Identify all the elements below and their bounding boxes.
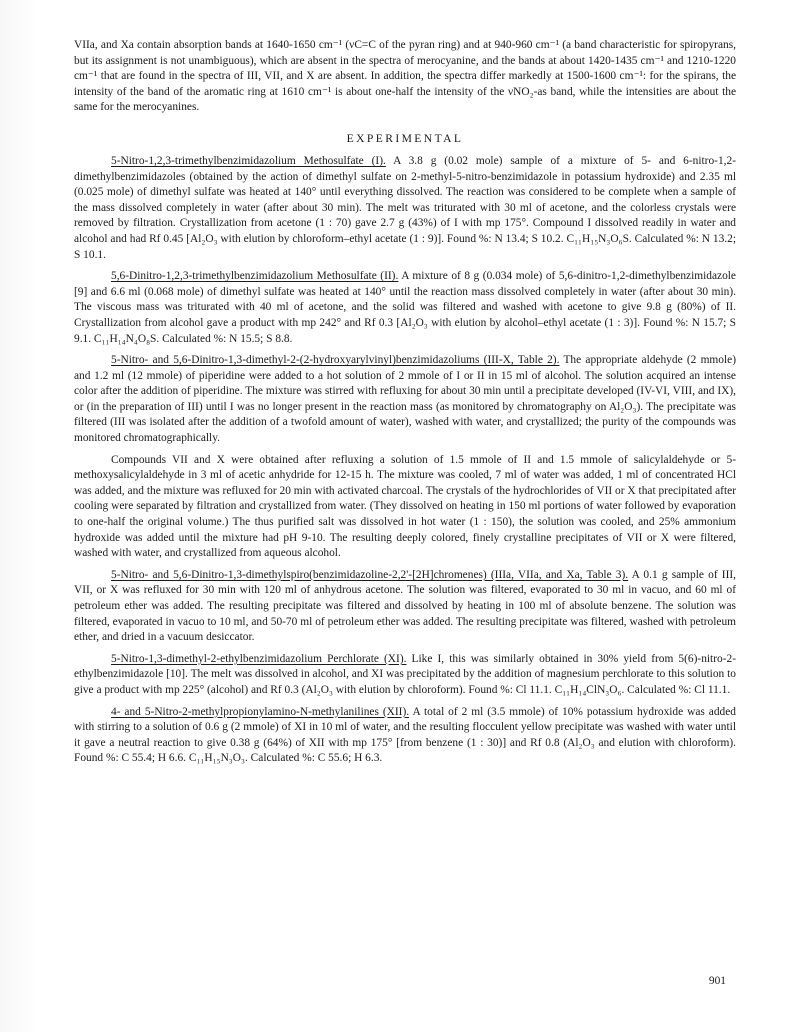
- section-compound-xi: [74, 652, 736, 699]
- section-compounds-vii-x: [74, 453, 736, 562]
- section-spiro-compounds: [74, 568, 736, 646]
- section-body: A mixture of 8 g (0.034 mole) of 5,6-dinitro-1,2-dimethylbenzimidazole [9] and 6.6 ml (0.068 mole) of dimethyl sulfate was heated at 140° until the reaction mass dissolved completely in water (after about 30 min). The viscous mass was triturated with 40 ml of acetone, and the solid was filtered and washed with acetone to give 9.8 g (80%) of II. Crystallization from alcohol gave a product with mp 242° and Rf 0.3 [Al₂O₃ with elution by alcohol–ethyl acetate (1 : 3)]. Found %: N 15.7; S 9.1. C₁₁H₁₄N₄O₈S. Calculated %: N 15.5; S 8.8.: [74, 270, 736, 345]
- section-body: A total of 2 ml (3.5 mmole) of 10% potassium hydroxide was added with stirring to a solution of 0.6 g (2 mmole) of XI in 10 ml of water, and the resulting flocculent yellow precipitate was washed with water until it gave a neutral reaction to give 0.38 g (64%) of XII with mp 175° [from benzene (1 : 30)] and Rf 0.8 (Al₂O₃ and elution with chloroform). Found %: C 55.4; H 6.6. C₁₁H₁₅N₃O₃. Calculated %: C 55.6; H 6.3.: [74, 705, 736, 765]
- section-compound-ii: [74, 269, 736, 347]
- experimental-heading: EXPERIMENTAL: [346, 131, 464, 145]
- section-body: A 0.1 g sample of III, VII, or X was refluxed for 30 min with 120 ml of anhydrous acetone. The solution was filtered, evaporated to 30 ml in vacuo, and 60 ml of petroleum ether was added. The resulting precipitate was filtered and dissolved by heating in 100 ml of absolute benzene. The solution was filtered, evaporated in vacuo to 10 ml, and 50-70 ml of petroleum ether was added. The resulting precipitate was filtered, washed with petroleum ether, and dried in a vacuum desiccator.: [74, 568, 737, 644]
- section-body: Like I, this was similarly obtained in 30% yield from 5(6)-nitro-2-ethylbenzimidazole [10]. The melt was dissolved in alcohol, and XI was precipitated by the addition of magnesium perchlorate to this solution to give a product with mp 225° (alcohol) and Rf 0.3 (Al₂O₃ with elution by chloroform). Found %: Cl 11.1. C₁₁H₁₄ClN₃O₆. Calculated %: Cl 11.1.: [74, 652, 736, 696]
- section-compound-xii: [74, 705, 736, 767]
- section-body: A 3.8 g (0.02 mole) sample of a mixture of 5- and 6-nitro-1,2-dimethylbenzimidazoles (obtained by the action of dimethyl sulfate on 2-methyl-5-nitro-benzimidazole in potassium hydroxide) and 2.35 ml (0.025 mole) of dimethyl sulfate was heated at 140° until everything dissolved. The reaction was considered to be complete when a sample of the mass dissolved completely in water (after about 30 min). The melt was triturated with 30 ml of acetone, and the colorless crystals were removed by filtration. Crystallization from acetone (1 : 70) gave 2.7 g (43%) of I with mp 175°. Compound I dissolved readily in water and alcohol and had Rf 0.45 [Al₂O₃ with elution by chloroform–ethyl acetate (1 : 9)]. Found %: N 13.4; S 10.2. C₁₁H₁₅N₃O₆S. Calculated %: N 13.2; S 10.1.: [74, 154, 736, 261]
- section-body: The appropriate aldehyde (2 mmole) and 1.2 ml (12 mmole) of piperidine were added to a hot solution of 2 mmole of I or II in 15 ml of alcohol. The solution acquired an intense color after the addition of piperidine. The mixture was stirred with refluxing for about 30 min until a precipitate developed (IV-VI, VIII, and IX), or (in the preparation of III) until I was no longer present in the reaction mass (as monitored by chromatography on Al₂O₃). The precipitate was filtered (III was isolated after the addition of a twofold amount of water), washed with water, and crystallized; the purity of the compounds was monitored chromatographically.: [74, 354, 737, 445]
- section-compounds-iii-x: [74, 353, 736, 447]
- section-title: 5,6-Dinitro-1,2,3-trimethylbenzimidazolium Methosulfate (II).: [111, 270, 399, 283]
- intro-paragraph: VIIa, and Xa contain absorption bands at 1640-1650 cm⁻¹ (νC=C of the pyran ring) and at 940-960 cm⁻¹ (a band characteristic for spiropyrans, but its assignment is not unambiguous), which are absent in the spectra of merocyanine, and the bands at about 1420-1435 cm⁻¹ and 1210-1220 cm⁻¹ that are found in the spectra of III, VII, and X are absent. In addition, the spectra differ markedly at 1500-1600 cm⁻¹: for the spirans, the intensity of the band of the aromatic ring at 1610 cm⁻¹ is about one-half the intensity of the νNO₂-as band, while the intensities are about the same for the merocyanines.: [74, 39, 736, 114]
- section-body: Compounds VII and X were obtained after refluxing a solution of 1.5 mmole of II and 1.5 mmole of salicylaldehyde or 5-methoxysalicylaldehyde in 3 ml of acetic anhydride for 12-15 h. The mixture was cooled, 7 ml of water was added, 1 ml of concentrated HCl was added, and the mixture was refluxed for 20 min with activated charcoal. The crystals of the hydrochlorides of VII or X that precipitated after cooling were separated by filtration and crystallized from water. (They dissolved on heating in 150 ml portions of water followed by evaporation to one-half the original volume.) The thus purified salt was dissolved in hot water (1 : 150), the solution was cooled, and 25% ammonium hydroxide was added until the mixture had pH 9-10. The resulting deeply colored, finely crystalline precipitates of VII or X were filtered, washed with water, and crystallized from aqueous alcohol.: [74, 453, 736, 560]
- section-title: 5-Nitro- and 5,6-Dinitro-1,3-dimethyl-2-(2-hydroxyarylvinyl)benzimidazoliums (III-X, Table 2).: [111, 354, 560, 367]
- section-title: 5-Nitro- and 5,6-Dinitro-1,3-dimethylspiro(benzimidazoline-2,2'-[2H]chromenes) (IIIa, VIIa, and Xa, Table 3).: [111, 568, 629, 581]
- section-title: 4- and 5-Nitro-2-methylpropionylamino-N-methylanilines (XII).: [111, 705, 410, 718]
- page-number: 901: [708, 975, 726, 987]
- section-title: 5-Nitro-1,3-dimethyl-2-ethylbenzimidazolium Perchlorate (XI).: [111, 652, 407, 665]
- scan-shadow: [0, 0, 40, 1032]
- section-compound-i: [74, 154, 736, 263]
- section-title: 5-Nitro-1,2,3-trimethylbenzimidazolium Methosulfate (I).: [111, 154, 386, 167]
